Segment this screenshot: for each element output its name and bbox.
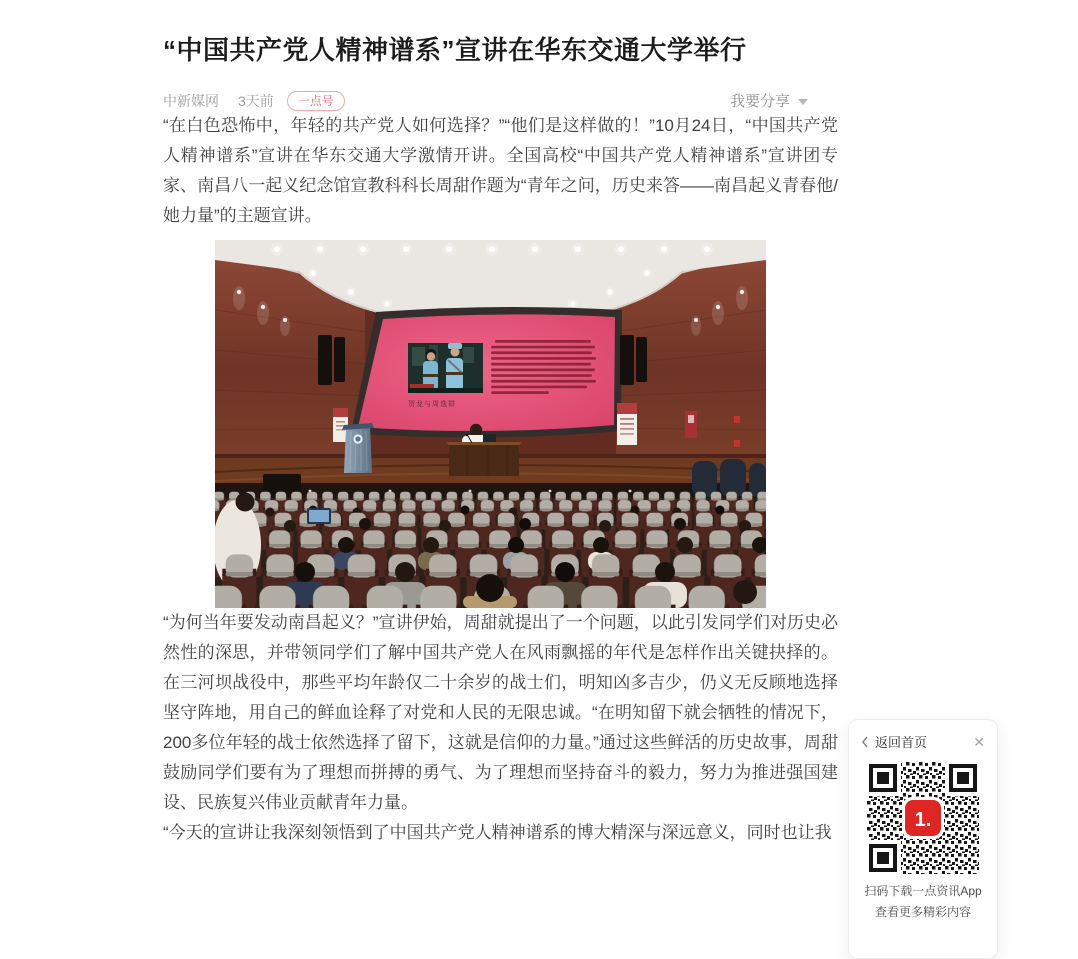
article-title: “中国共产党人精神谱系”宣讲在华东交通大学举行	[163, 35, 747, 65]
yidianhao-badge[interactable]: 一点号	[287, 91, 345, 111]
projection-screen	[351, 307, 622, 438]
paragraph: “在白色恐怖中，年轻的共产党人如何选择？”“他们是这样做的！”10月24日，“中国共产党人精神谱系”宣讲在华东交通大学激情开讲。全国高校“中国共产党人精神谱系”宣讲团专家、南昌八一起义纪念馆宣教科科长周甜作题为“青年之问，历史来答——南昌起义青春他/她力量”的主题宣讲。	[163, 116, 838, 225]
qr-code	[867, 762, 979, 874]
yidian-logo-text: 1.	[914, 809, 932, 831]
back-home-link[interactable]	[861, 732, 927, 751]
close-icon[interactable]: ✕	[973, 733, 985, 750]
qr-caption-line1: 扫码下载一点资讯App	[864, 884, 982, 898]
qr-caption-line2: 查看更多精彩内容	[874, 905, 971, 919]
article-source[interactable]: 中新媒网	[163, 92, 219, 109]
podium	[342, 423, 374, 473]
article-body	[163, 0, 838, 848]
back-home-label: 返回首页	[875, 735, 928, 750]
article-time: 3天前	[238, 92, 274, 109]
chevron-left-icon	[861, 736, 869, 748]
caret-down-icon	[798, 99, 808, 105]
paragraph: “为何当年要发动南昌起义？”宣讲伊始，周甜就提出了一个问题，以此引发同学们对历史必然性的深思，并带领同学们了解中国共产党人在风雨飘摇的年代是怎样作出关键抉择的。在三河坝战役中，那些平均年龄仅二十余岁的战士们，明知凶多吉少，仍义无反顾地选择坚守阵地，用自己的鲜血诠释了对党和人民的无限忠诚。“在明知留下就会牺牲的情况下，200多位年轻的战士依然选择了留下，这就是信仰的力量。”通过这些鲜活的历史故事，周甜鼓励同学们要有为了理想而拼搏的勇气、为了理想而坚持奋斗的毅力，努力为推进强国建设、民族复兴伟业贡献青年力量。	[163, 613, 838, 812]
paragraph: “今天的宣讲让我深刻领悟到了中国共产党人精神谱系的博大精深与深远意义，同时也让我	[163, 823, 832, 842]
share-button[interactable]	[730, 90, 808, 111]
article-photo	[215, 240, 766, 608]
slide-caption: 贺龙与周逸群	[408, 401, 456, 408]
share-label: 我要分享	[729, 93, 790, 110]
app-download-card	[848, 719, 998, 959]
audience	[215, 490, 766, 608]
lecture-hall-photo	[215, 240, 766, 608]
article-meta	[163, 90, 838, 111]
qr-caption	[861, 881, 985, 923]
